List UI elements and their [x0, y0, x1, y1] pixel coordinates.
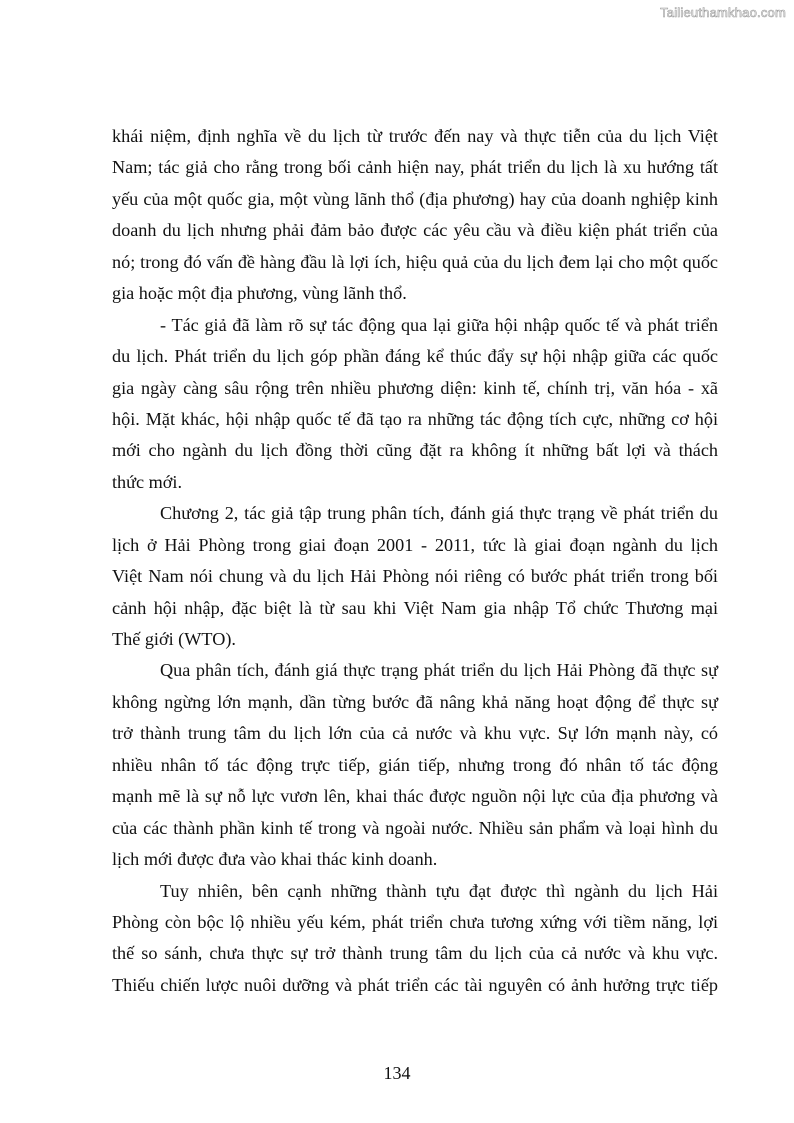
text-line: thế so sánh, chưa thực sự trở thành trung tâm du lịch của cả nước và khu vực. [112, 943, 718, 964]
text-line: thức mới. [112, 471, 182, 492]
text-line: Chương 2, tác giả tập trung phân tích, đánh giá thực trạng về phát triển du [160, 503, 718, 524]
text-line: mới cho ngành du lịch đồng thời cũng đặt ra không ít những bất lợi và thách [112, 440, 718, 461]
text-line: Việt Nam nói chung và du lịch Hải Phòng nói riêng có bước phát triển trong bối [112, 566, 718, 587]
text-line: của các thành phần kinh tế trong và ngoài nước. Nhiều sản phẩm và loại hình du [112, 817, 718, 838]
text-line: lịch ở Hải Phòng trong giai đoạn 2001 - 2011, tức là giai đoạn ngành du lịch [112, 534, 718, 555]
text-line: Thế giới (WTO). [112, 629, 236, 649]
text-line: nó; trong đó vấn đề hàng đầu là lợi ích, hiệu quả của du lịch đem lại cho một quốc [112, 251, 718, 272]
text-line: Qua phân tích, đánh giá thực trạng phát triển du lịch Hải Phòng đã thực sự [160, 660, 718, 681]
text-line: gia hoặc một địa phương, vùng lãnh thổ. [112, 283, 407, 304]
text-line: yếu của một quốc gia, một vùng lãnh thổ (địa phương) hay của doanh nghiệp kinh [112, 188, 718, 209]
text-line: - Tác giả đã làm rõ sự tác động qua lại giữa hội nhập quốc tế và phát triển [160, 314, 718, 335]
text-line: hội. Mặt khác, hội nhập quốc tế đã tạo ra những tác động tích cực, những cơ hội [112, 408, 718, 429]
text-line: không ngừng lớn mạnh, dần từng bước đã nâng khả năng hoạt động để thực sự [112, 691, 718, 712]
text-line: gia ngày càng sâu rộng trên nhiều phương diện: kinh tế, chính trị, văn hóa - xã [112, 377, 718, 398]
page-number: 134 [383, 1063, 411, 1083]
text-line: du lịch. Phát triển du lịch góp phần đáng kể thúc đẩy sự hội nhập giữa các quốc [112, 346, 718, 367]
text-line: nhiều nhân tố tác động trực tiếp, gián tiếp, nhưng trong đó nhân tố tác động [112, 754, 718, 775]
text-line: Nam; tác giả cho rằng trong bối cảnh hiện nay, phát triển du lịch là xu hướng tất [112, 157, 718, 178]
document-body [112, 121, 718, 1001]
paragraph [112, 121, 718, 310]
text-line: lịch mới được đưa vào khai thác kinh doanh. [112, 849, 438, 870]
text-line: cảnh hội nhập, đặc biệt là từ sau khi Việt Nam gia nhập Tổ chức Thương mại [112, 597, 718, 618]
watermark: Tailieuthamkhao.com [660, 5, 786, 20]
text-line: mạnh mẽ là sự nỗ lực vươn lên, khai thác được nguồn nội lực của địa phương và [112, 786, 718, 807]
paragraph [112, 310, 718, 499]
text-line: trở thành trung tâm du lịch lớn của cả nước và khu vực. Sự lớn mạnh này, có [112, 723, 718, 744]
text-line: Phòng còn bộc lộ nhiều yếu kém, phát triển chưa tương xứng với tiềm năng, lợi [112, 911, 718, 932]
text-line: khái niệm, định nghĩa về du lịch từ trước đến nay và thực tiễn của du lịch Việt [112, 126, 718, 146]
text-line: doanh du lịch nhưng phải đảm bảo được các yêu cầu và điều kiện phát triển của [112, 220, 718, 241]
paragraph [112, 876, 718, 1002]
paragraph [112, 498, 718, 655]
text-line: Thiếu chiến lược nuôi dưỡng và phát triển các tài nguyên có ảnh hưởng trực tiếp [112, 974, 718, 995]
paragraph [112, 655, 718, 875]
text-line: Tuy nhiên, bên cạnh những thành tựu đạt được thì ngành du lịch Hải [160, 880, 718, 901]
